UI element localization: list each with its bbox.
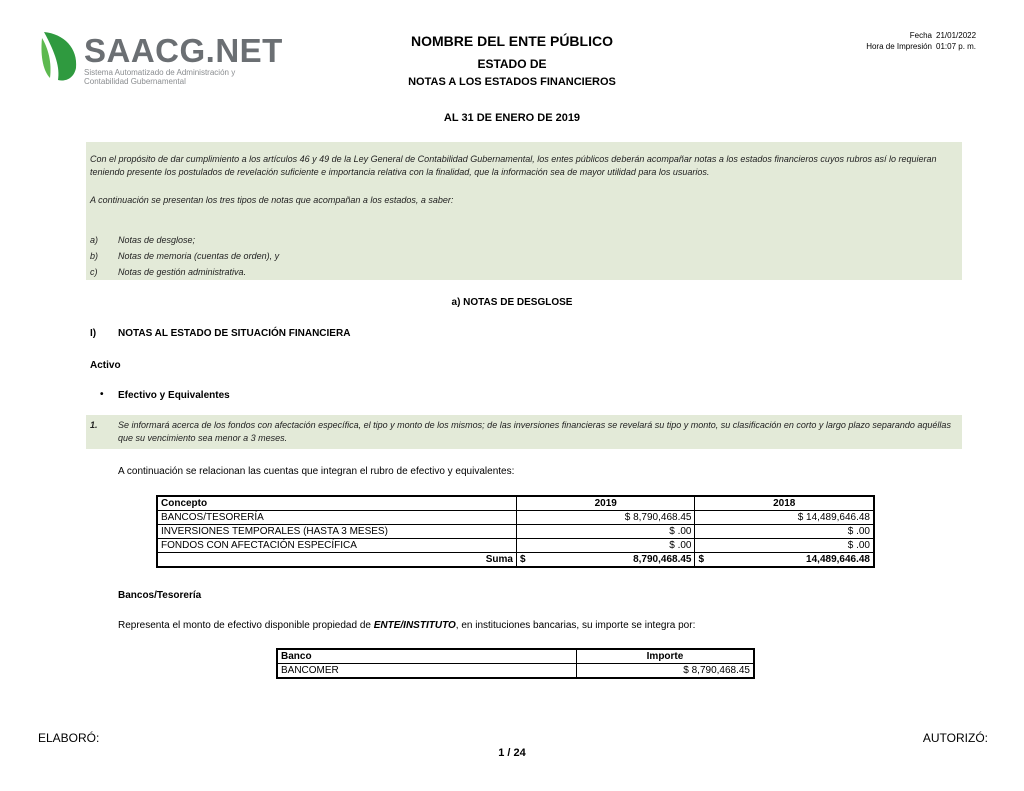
intro-paragraph-2: A continuación se presentan los tres tipos de notas que acompañan a los estados, a saber: bbox=[90, 195, 454, 205]
elaboro-label: ELABORÓ: bbox=[38, 731, 100, 745]
note-1-text: Se informará acerca de los fondos con afectación específica, el tipo y monto de los mismos; de las inversiones financieras se revelará su tipo y monto, su clasificación en corto y largo plazo separando aquéllas que su vencimiento sea menor a 3 meses. bbox=[118, 420, 951, 443]
row-banco: BANCOMER bbox=[277, 664, 577, 679]
header-banco: Banco bbox=[277, 649, 577, 664]
page-number: 1 / 24 bbox=[498, 747, 526, 759]
section-number: I) bbox=[90, 328, 97, 339]
note-type-text: Notas de memoria (cuentas de orden), y bbox=[118, 251, 280, 261]
bullet-icon: • bbox=[100, 389, 104, 400]
date-label: Fecha bbox=[909, 31, 932, 40]
table-row bbox=[157, 539, 874, 553]
bancos-post: , en instituciones bancarias, su importe se integra por: bbox=[455, 620, 696, 631]
table-header-row bbox=[277, 649, 754, 664]
header-2018: 2018 bbox=[695, 496, 874, 511]
note-type-text: Notas de gestión administrativa. bbox=[118, 267, 247, 277]
note-type-key: c) bbox=[90, 267, 98, 277]
efectivo-intro: A continuación se relacionan las cuentas que integran el rubro de efectivo y equivalentes: bbox=[118, 466, 515, 477]
row-importe: $ 8,790,468.45 bbox=[577, 664, 755, 679]
note-type-item bbox=[90, 235, 195, 245]
print-meta-labels bbox=[820, 30, 932, 52]
header-2019: 2019 bbox=[517, 496, 695, 511]
logo-subtitle-line-1: Sistema Automatizado de Administración y bbox=[84, 68, 236, 77]
time-label: Hora de Impresión bbox=[866, 42, 932, 51]
intro-paragraph-1: Con el propósito de dar cumplimiento a los artículos 46 y 49 de la Ley General de Contabilidad Gubernamental, los entes públicos deberán acompañar notas a los estados financieros cuyos rubros así lo requieran teniendo presente los postulados de revelación suficiente e importancia relativa con la finalidad, que la información sea de mayor utilidad para los usuarios. bbox=[90, 154, 937, 177]
print-meta-values bbox=[936, 30, 988, 52]
logo-subtitle-line-2: Contabilidad Gubernamental bbox=[84, 77, 186, 86]
table-total-row bbox=[157, 553, 874, 568]
row-concepto: BANCOS/TESORERÍA bbox=[157, 511, 517, 525]
row-2018: $ 14,489,646.48 bbox=[695, 511, 874, 525]
section-situacion: NOTAS AL ESTADO DE SITUACIÓN FINANCIERA bbox=[118, 328, 351, 339]
report-title: NOTAS A LOS ESTADOS FINANCIEROS bbox=[408, 76, 616, 88]
bancos-pre: Representa el monto de efectivo disponible propiedad de bbox=[118, 620, 374, 631]
time-value: 01:07 p. m. bbox=[936, 42, 977, 51]
row-2019: $ .00 bbox=[517, 539, 695, 553]
row-2018: $ .00 bbox=[695, 539, 874, 553]
date-value: 21/01/2022 bbox=[936, 31, 977, 40]
logo-name: SAACG.NET bbox=[84, 32, 283, 69]
total-2018: 14,489,646.48 bbox=[715, 553, 874, 568]
row-2018: $ .00 bbox=[695, 525, 874, 539]
header-importe: Importe bbox=[577, 649, 755, 664]
note-1-number: 1. bbox=[90, 420, 98, 430]
subsection-efectivo: Efectivo y Equivalentes bbox=[118, 390, 230, 401]
total-currency-2018: $ bbox=[695, 553, 716, 568]
note-type-item bbox=[90, 251, 279, 261]
report-period: AL 31 DE ENERO DE 2019 bbox=[443, 112, 581, 124]
bancos-table bbox=[276, 648, 755, 679]
total-label: Suma bbox=[157, 553, 517, 568]
row-2019: $ 8,790,468.45 bbox=[517, 511, 695, 525]
row-2019: $ .00 bbox=[517, 525, 695, 539]
note-type-text: Notas de desglose; bbox=[118, 235, 196, 245]
header-concepto: Concepto bbox=[157, 496, 517, 511]
subsection-activo: Activo bbox=[90, 360, 121, 371]
note-type-item bbox=[90, 267, 246, 277]
total-2019: 8,790,468.45 bbox=[537, 553, 695, 568]
table-row bbox=[157, 511, 874, 525]
entity-name: NOMBRE DEL ENTE PÚBLICO bbox=[411, 33, 613, 49]
table-row bbox=[277, 664, 754, 679]
statement-label: ESTADO DE bbox=[477, 57, 547, 71]
note-type-key: a) bbox=[90, 235, 99, 245]
table-row bbox=[157, 525, 874, 539]
table-header-row bbox=[157, 496, 874, 511]
section-desglose: a) NOTAS DE DESGLOSE bbox=[451, 297, 573, 308]
bancos-description bbox=[118, 620, 695, 631]
bancos-ente: ENTE/INSTITUTO bbox=[373, 620, 456, 631]
subsection-bancos: Bancos/Tesorería bbox=[118, 590, 202, 601]
row-concepto: FONDOS CON AFECTACIÓN ESPECÍFICA bbox=[157, 539, 517, 553]
note-type-key: b) bbox=[90, 251, 99, 261]
row-concepto: INVERSIONES TEMPORALES (HASTA 3 MESES) bbox=[157, 525, 517, 539]
efectivo-table bbox=[156, 495, 875, 568]
total-currency-2019: $ bbox=[517, 553, 538, 568]
autorizo-label: AUTORIZÓ: bbox=[922, 731, 988, 745]
